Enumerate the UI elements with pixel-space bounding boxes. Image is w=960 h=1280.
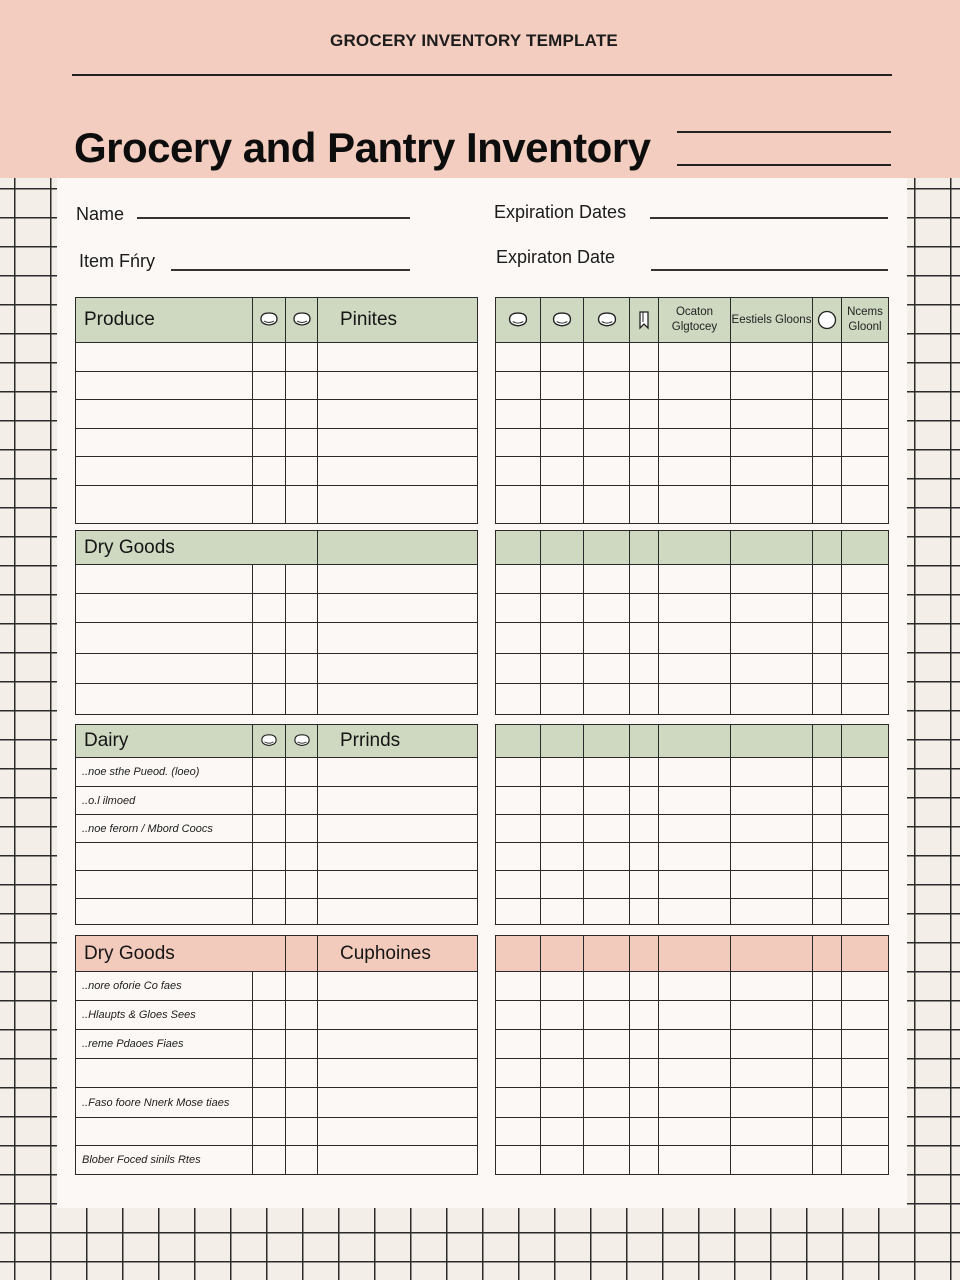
table-row <box>496 684 889 715</box>
template-label: GROCERY INVENTORY TEMPLATE <box>330 31 618 50</box>
table-row <box>496 565 889 594</box>
table-row <box>496 1118 889 1146</box>
name-label: Name <box>76 204 125 224</box>
table-row <box>496 400 889 429</box>
table-row <box>76 372 478 400</box>
table-row <box>496 1146 889 1175</box>
produce-icon-col-2 <box>286 298 318 343</box>
table-row <box>76 787 478 815</box>
table-row <box>76 1059 478 1088</box>
table-row <box>496 1088 889 1118</box>
table-row <box>496 623 889 654</box>
produce-table <box>75 297 478 524</box>
table-row <box>496 429 889 457</box>
table-row <box>76 972 478 1001</box>
dry-goods-title: Dry Goods <box>76 531 318 565</box>
cookie-icon <box>292 311 312 329</box>
dry-goods-2-row-7[interactable]: Blober Foced sinils Rtes <box>76 1146 253 1175</box>
dry-goods-2-row-3[interactable]: ..reme Pdaoes Fiaes <box>76 1030 253 1059</box>
table-row <box>76 486 478 524</box>
table-row <box>76 1146 478 1175</box>
table-row <box>496 1001 889 1030</box>
right-table-1 <box>495 297 889 524</box>
header-divider <box>72 74 892 76</box>
table-row <box>496 594 889 623</box>
item-entry-field[interactable] <box>171 269 410 271</box>
produce-column-title: Pinites <box>318 298 478 343</box>
expiration-date-field[interactable] <box>651 269 888 271</box>
dairy-row-3[interactable]: ..noe ferorn / Mbord Coocs <box>76 815 253 843</box>
table-row <box>496 486 889 524</box>
dry-goods-2-row-5[interactable]: ..Faso foore Nnerk Mose tiaes <box>76 1088 253 1118</box>
table-row <box>76 1118 478 1146</box>
dry-goods-table <box>75 530 478 715</box>
table-row <box>76 429 478 457</box>
expiration-dates-field[interactable] <box>650 217 888 219</box>
table-row <box>76 400 478 429</box>
dairy-row-1[interactable]: ..noe sthe Pueod. (loeo) <box>76 758 253 787</box>
cookie-icon <box>293 733 311 749</box>
produce-icon-col-1 <box>253 298 286 343</box>
expiration-dates-label: Expiration Dates <box>494 202 627 222</box>
right-icon-col-2 <box>541 298 584 343</box>
dairy-icon-col-1 <box>253 725 286 758</box>
dry-goods-2-table <box>75 935 478 1175</box>
table-row <box>496 758 889 787</box>
table-row <box>496 457 889 486</box>
table-row <box>496 871 889 899</box>
expiration-date-label: Expiraton Date <box>496 247 616 267</box>
circle-icon <box>817 310 837 330</box>
dairy-table <box>75 724 478 925</box>
table-row <box>496 787 889 815</box>
dry-goods-2-column-title: Cuphoines <box>318 936 478 972</box>
table-row <box>76 815 478 843</box>
table-row <box>496 972 889 1001</box>
table-row <box>76 457 478 486</box>
bookmark-icon <box>637 310 651 330</box>
table-row <box>76 684 478 715</box>
table-row <box>76 843 478 871</box>
right-icon-col-3 <box>584 298 630 343</box>
table-row <box>496 899 889 925</box>
name-field[interactable] <box>137 217 410 219</box>
table-row <box>496 372 889 400</box>
table-row <box>76 1001 478 1030</box>
dry-goods-2-title: Dry Goods <box>76 936 286 972</box>
table-row <box>496 343 889 372</box>
table-row <box>76 871 478 899</box>
right-table-2 <box>495 530 889 715</box>
right-icon-col-1 <box>496 298 541 343</box>
cookie-icon <box>507 311 529 330</box>
table-row <box>76 899 478 925</box>
cookie-icon <box>260 733 278 749</box>
title-line-1 <box>677 131 891 133</box>
dairy-title: Dairy <box>76 725 253 758</box>
dry-goods-2-row-2[interactable]: ..Hlaupts & Gloes Sees <box>76 1001 253 1030</box>
right-header-col-5: Ocaton Glgtocey <box>659 298 731 343</box>
table-row <box>76 565 478 594</box>
right-table-4 <box>495 935 889 1175</box>
cookie-icon <box>596 311 618 330</box>
dairy-row-2[interactable]: ..o.l ilmoed <box>76 787 253 815</box>
dairy-icon-col-2 <box>286 725 318 758</box>
table-row <box>496 654 889 684</box>
title-line-2 <box>677 164 891 166</box>
table-row <box>76 1088 478 1118</box>
table-row <box>496 815 889 843</box>
table-row <box>496 843 889 871</box>
table-row <box>496 1059 889 1088</box>
cookie-icon <box>551 311 573 330</box>
right-header-col-6: Eestiels Gloons <box>731 298 813 343</box>
table-row <box>76 758 478 787</box>
table-row <box>76 654 478 684</box>
item-entry-label: Item Fńry <box>79 251 156 271</box>
table-row <box>76 343 478 372</box>
right-icon-col-7 <box>813 298 842 343</box>
table-row <box>76 623 478 654</box>
right-table-3 <box>495 724 889 925</box>
table-row <box>496 1030 889 1059</box>
dry-goods-2-row-1[interactable]: ..nore oforie Co faes <box>76 972 253 1001</box>
dairy-column-title: Prrinds <box>318 725 478 758</box>
right-icon-col-4 <box>630 298 659 343</box>
table-row <box>76 1030 478 1059</box>
produce-title: Produce <box>76 298 253 343</box>
right-header-col-8: Ncems Gloonl <box>842 298 889 343</box>
cookie-icon <box>259 311 279 329</box>
table-row <box>76 594 478 623</box>
page-title: Grocery and Pantry Inventory <box>74 124 651 171</box>
